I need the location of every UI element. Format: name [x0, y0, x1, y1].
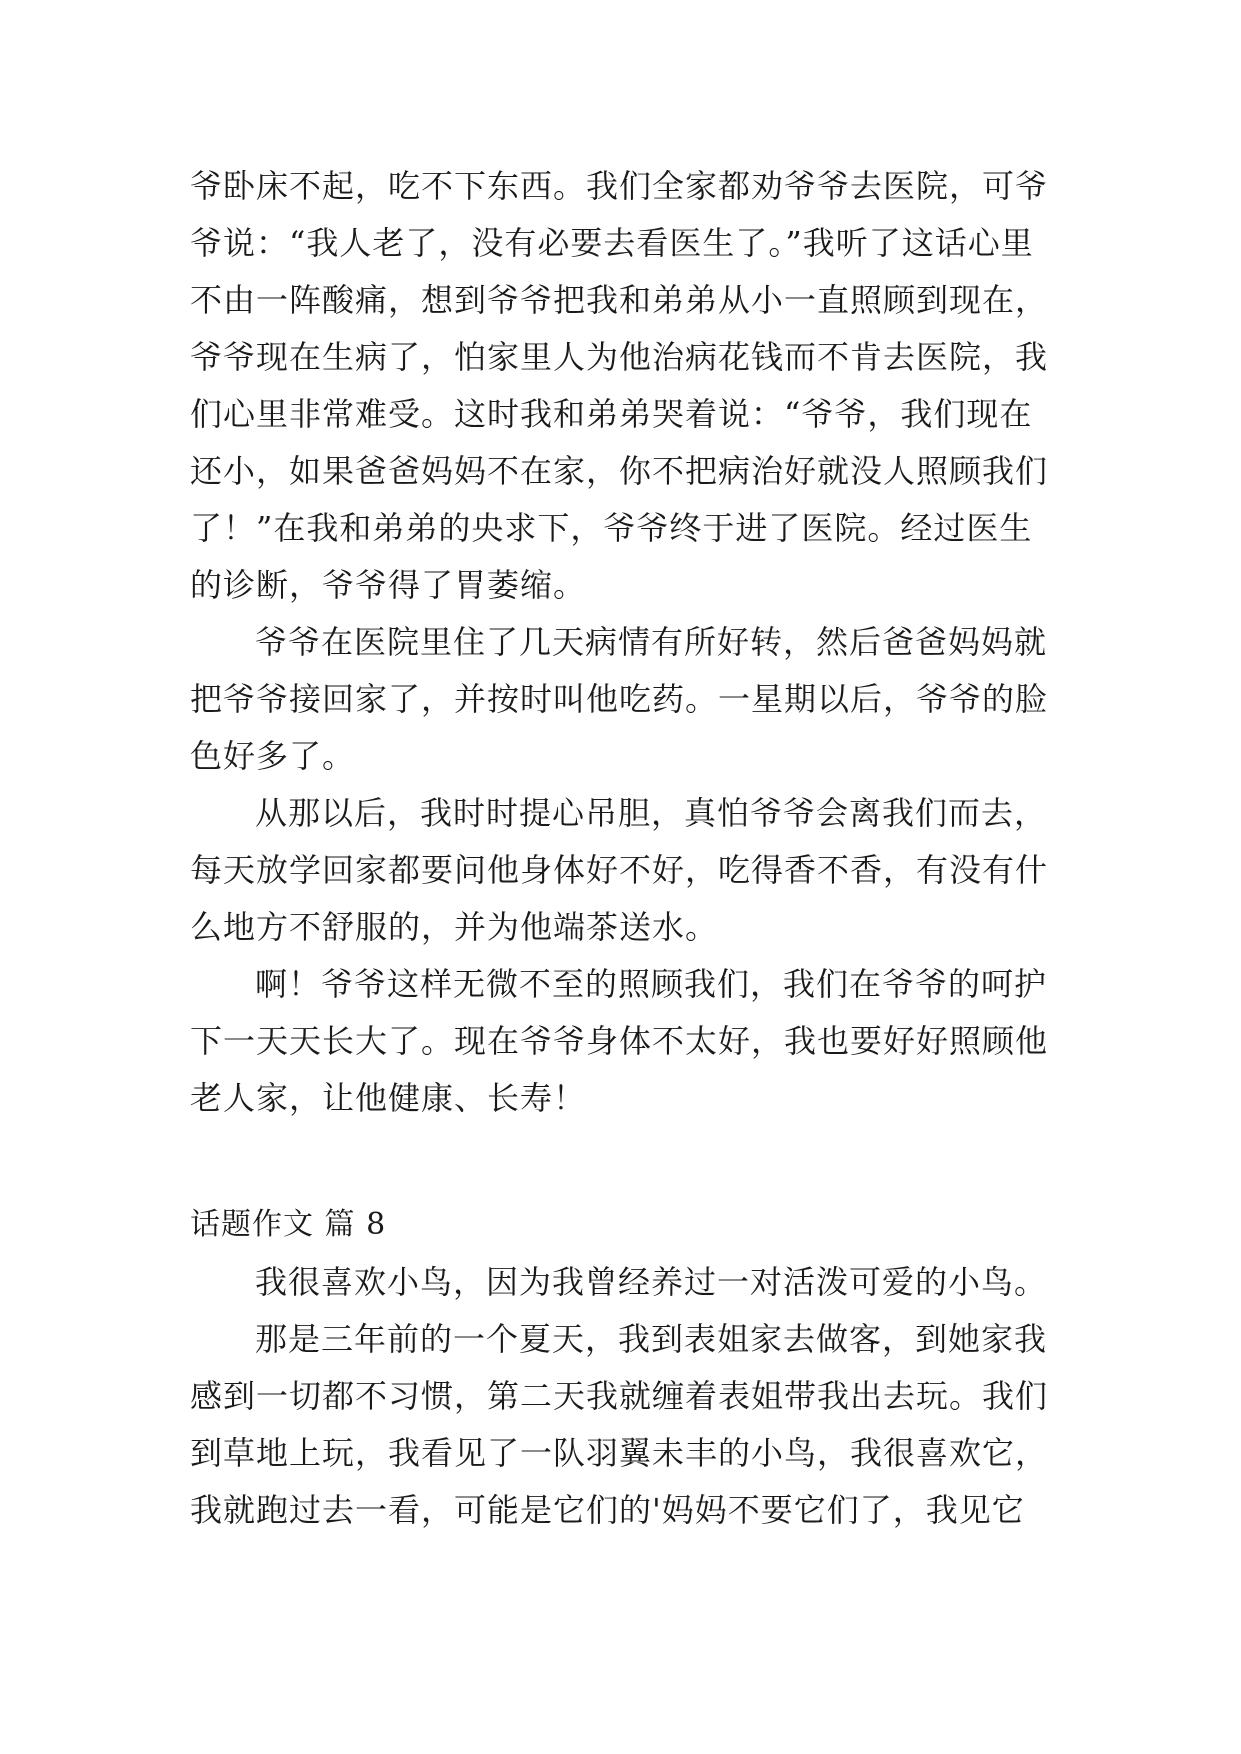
- paragraph-line: 下一天天长大了。现在爷爷身体不太好，我也要好好照顾他: [190, 1022, 1049, 1060]
- paragraph-line: 把爷爷接回家了，并按时叫他吃药。一星期以后，爷爷的脸: [190, 680, 1049, 718]
- section-heading: 话题作文 篇 8: [190, 1207, 387, 1242]
- paragraph-line: 还小，如果爸爸妈妈不在家，你不把病治好就没人照顾我们: [190, 452, 1049, 490]
- paragraph-line: 爷说：“我人老了，没有必要去看医生了。”我听了这话心里: [190, 224, 1034, 262]
- paragraph-line: 的诊断，爷爷得了胃萎缩。: [190, 566, 587, 604]
- paragraph-line: 不由一阵酸痛，想到爷爷把我和弟弟从小一直照顾到现在，: [190, 281, 1049, 319]
- paragraph-line: 我就跑过去一看，可能是它们的'妈妈不要它们了，我见它: [190, 1491, 1025, 1529]
- paragraph-line: 么地方不舒服的，并为他端茶送水。: [190, 908, 719, 946]
- paragraph-line: 啊！爷爷这样无微不至的照顾我们，我们在爷爷的呵护: [255, 965, 1048, 1003]
- paragraph-line: 我很喜欢小鸟，因为我曾经养过一对活泼可爱的小鸟。: [255, 1263, 1048, 1301]
- paragraph-line: 到草地上玩，我看见了一队羽翼未丰的小鸟，我很喜欢它，: [190, 1434, 1049, 1472]
- paragraph-line: 爷爷在医院里住了几天病情有所好转，然后爸爸妈妈就: [255, 623, 1048, 661]
- paragraph-line: 爷爷现在生病了，怕家里人为他治病花钱而不肯去医院，我: [190, 338, 1049, 376]
- paragraph-line: 老人家，让他健康、长寿！: [190, 1079, 587, 1117]
- paragraph-line: 们心里非常难受。这时我和弟弟哭着说：“爷爷，我们现在: [190, 395, 1033, 433]
- paragraph-line: 每天放学回家都要问他身体好不好，吃得香不香，有没有什: [190, 851, 1049, 889]
- paragraph-line: 色好多了。: [190, 737, 356, 775]
- paragraph-line: 感到一切都不习惯，第二天我就缠着表姐带我出去玩。我们: [190, 1377, 1049, 1415]
- paragraph-line: 那是三年前的一个夏天，我到表姐家去做客，到她家我: [255, 1320, 1048, 1358]
- paragraph-line: 了！”在我和弟弟的央求下，爷爷终于进了医院。经过医生: [190, 509, 1033, 547]
- paragraph-line: 爷卧床不起，吃不下东西。我们全家都劝爷爷去医院，可爷: [190, 167, 1049, 205]
- paragraph-line: 从那以后，我时时提心吊胆，真怕爷爷会离我们而去，: [255, 794, 1048, 832]
